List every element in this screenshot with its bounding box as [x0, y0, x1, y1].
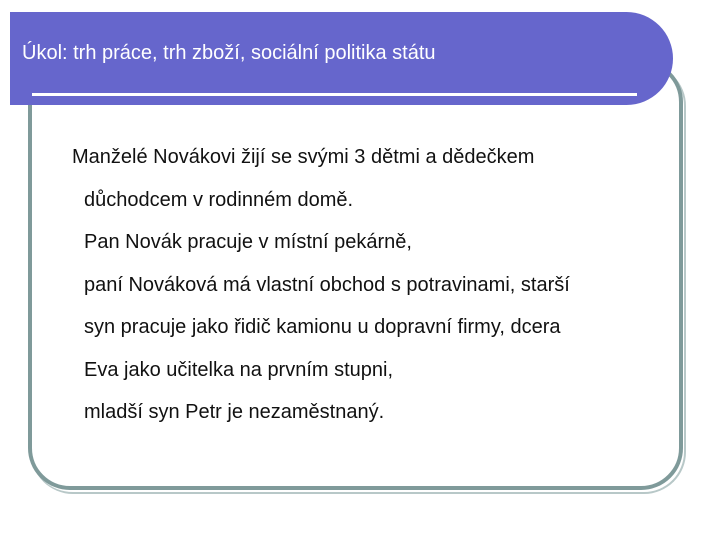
body-line: mladší syn Petr je nezaměstnaný.: [84, 401, 385, 423]
body-line: syn pracuje jako řidič kamionu u dopravní firmy, dcera: [84, 316, 561, 338]
body-line: paní Nováková má vlastní obchod s potravinami, starší: [84, 273, 570, 296]
body-line: Eva jako učitelka na prvním stupni,: [84, 358, 394, 381]
title-underline: [32, 93, 637, 96]
body-line: důchodcem v rodinném domě.: [84, 188, 354, 211]
body-line: Manželé Novákovi žijí se svými 3 dětmi a dědečkem: [72, 146, 535, 168]
slide-body: [72, 138, 672, 436]
slide-title: Úkol: trh práce, trh zboží, sociální politika státu: [22, 42, 436, 64]
body-line: Pan Novák pracuje v místní pekárně,: [84, 231, 412, 253]
